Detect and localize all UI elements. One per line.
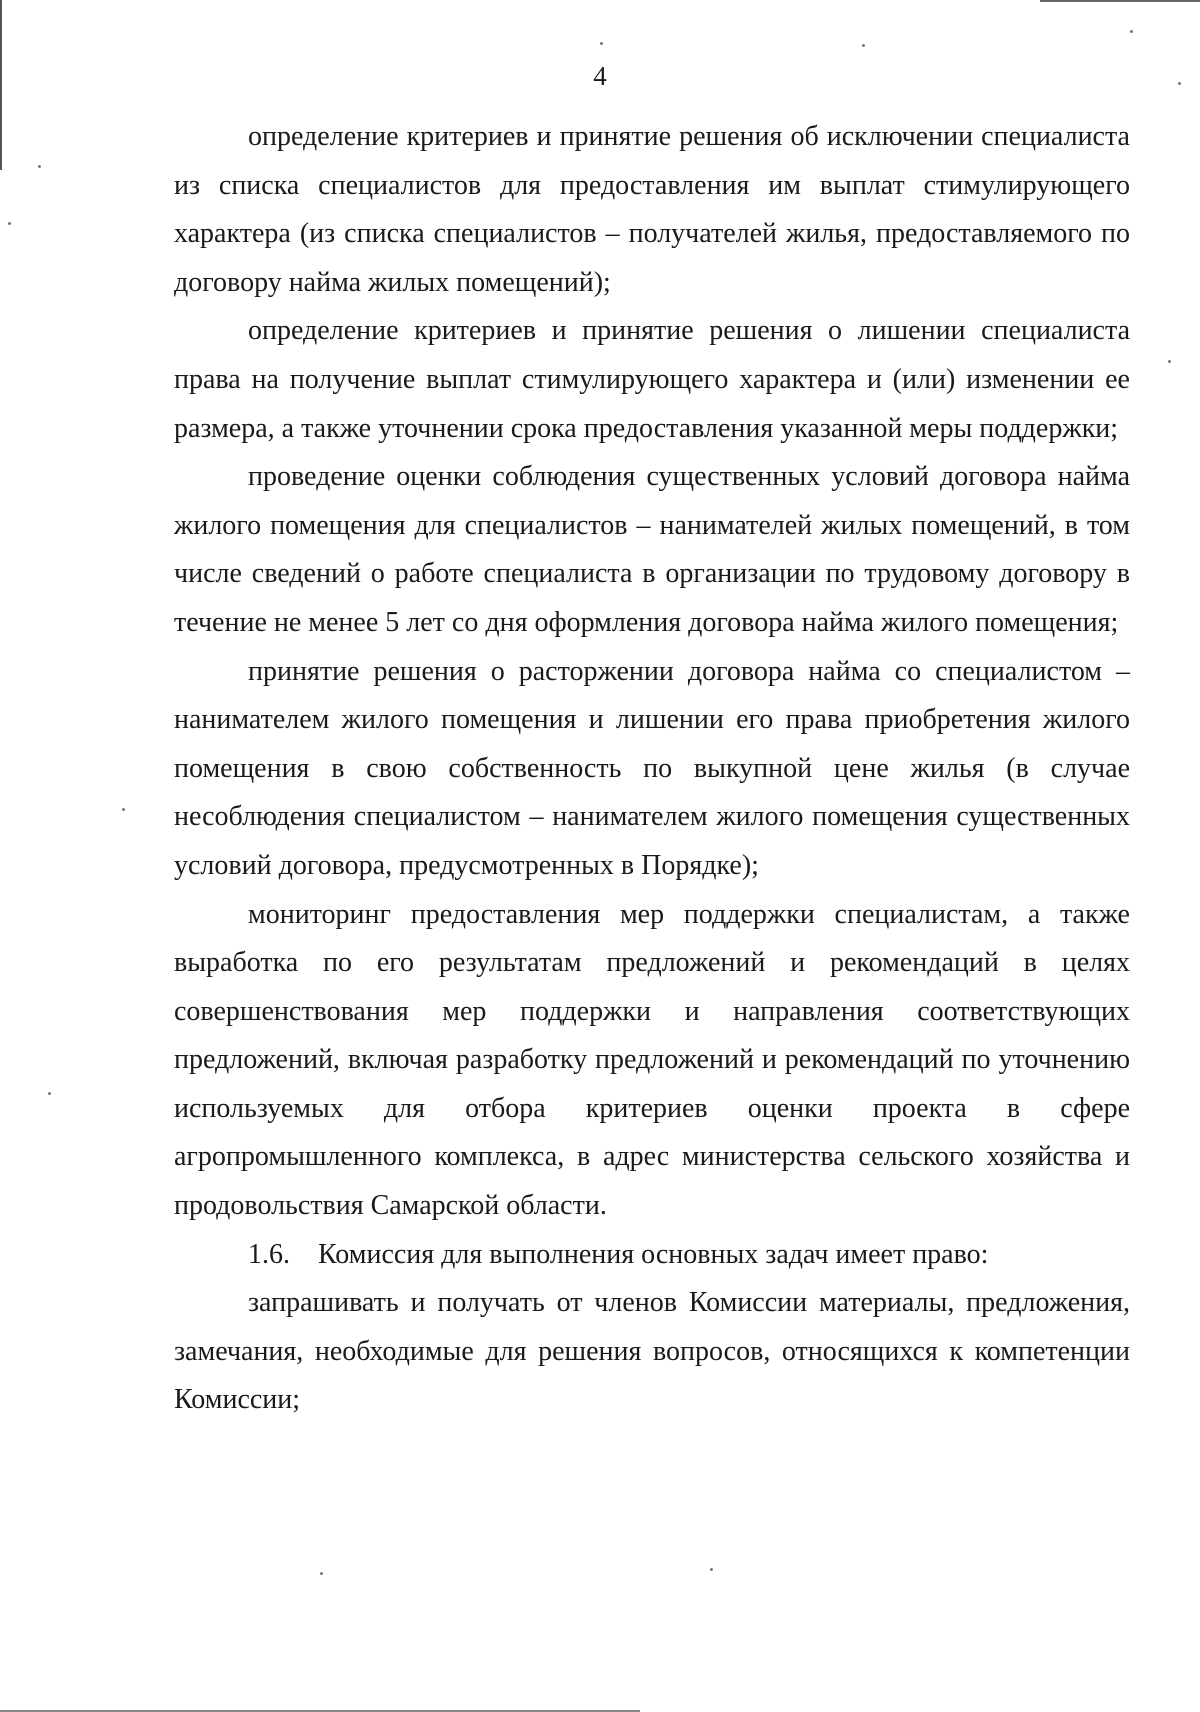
page-number: 4 [593, 61, 607, 91]
scan-speck [1130, 30, 1133, 33]
paragraph-exclusion-criteria: определение критериев и принятие решения об исключении специалиста из списка специалистов для предоставления им выплат стимулирующего характера (из списка специалистов – получателей жилья, предоставляемого по договору найма жилых помещений); [174, 121, 1130, 298]
scan-speck [862, 44, 865, 47]
scan-speck [48, 1092, 51, 1095]
paragraph-deprivation-criteria: определение критериев и принятие решения о лишении специалиста права на получение выплат стимулирующего характера и (или) изменении ее размера, а также уточнении срока предоставления указанной меры поддержки; [174, 315, 1130, 444]
scan-speck [1168, 360, 1171, 363]
scan-speck [8, 222, 11, 225]
scan-speck [710, 1568, 713, 1571]
scan-speck [122, 808, 125, 811]
scan-speck [38, 165, 41, 168]
paragraph-contract-evaluation: проведение оценки соблюдения существенных условий договора найма жилого помещения для специалистов – нанимателей жилых помещений, в том числе сведений о работе специалиста в организации по трудовому договору в течение не менее 5 лет со дня оформления договора найма жилого помещения; [174, 461, 1130, 638]
scan-edge-top [1040, 0, 1200, 2]
paragraph-monitoring: мониторинг предоставления мер поддержки специалистам, а также выработка по его результатам предложений и рекомендаций в целях совершенствования мер поддержки и направления соответствующих предложений, включая разработку предложений и рекомендаций по уточнению используемых для отбора критериев оценки проекта в сфере агропромышленного комплекса, в адрес министерства сельского хозяйства и продовольствия Самарской области. [174, 898, 1130, 1222]
paragraph-clause-1-6: 1.6. Комиссия для выполнения основных задач имеет право: [248, 1238, 989, 1270]
paragraph-request-materials: запрашивать и получать от членов Комиссии материалы, предложения, замечания, необходимые для решения вопросов, относящихся к компетенции Комиссии; [174, 1287, 1130, 1416]
paragraph-contract-termination: принятие решения о расторжении договора найма со специалистом – нанимателем жилого помещения и лишении его права приобретения жилого помещения в свою собственность по выкупной цене жилья (в случае несоблюдения специалистом – нанимателем жилого помещения существенных условий договора, предусмотренных в Порядке); [174, 655, 1130, 881]
scan-speck [320, 1572, 323, 1575]
scan-speck [600, 42, 603, 45]
document-body [174, 113, 1130, 1425]
